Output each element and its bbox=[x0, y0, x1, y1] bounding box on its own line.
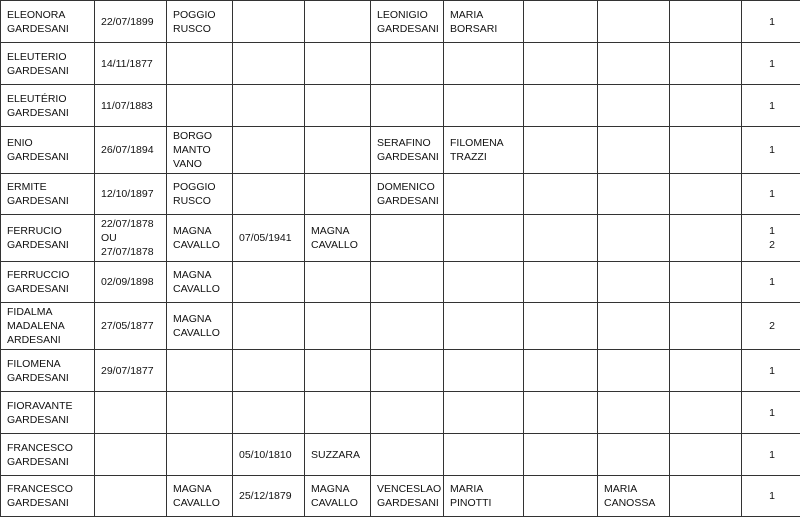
cell-count: 1 bbox=[742, 43, 800, 85]
cell-count: 1 bbox=[742, 262, 800, 303]
cell-death-date bbox=[233, 392, 305, 434]
cell-name: ELEUTÉRIO GARDESANI bbox=[1, 85, 95, 127]
cell-birth-date bbox=[95, 434, 167, 476]
cell-birth-place: MAGNA CAVALLO bbox=[167, 303, 233, 350]
cell-father bbox=[371, 303, 444, 350]
table-row bbox=[1, 1, 800, 43]
table-row bbox=[1, 215, 800, 262]
cell-mother bbox=[444, 434, 524, 476]
cell-col-8 bbox=[524, 303, 598, 350]
cell-name: ERMITE GARDESANI bbox=[1, 174, 95, 215]
cell-mother bbox=[444, 350, 524, 392]
cell-birth-date: 27/05/1877 bbox=[95, 303, 167, 350]
cell-birth-date: 29/07/1877 bbox=[95, 350, 167, 392]
cell-col-10 bbox=[670, 43, 742, 85]
cell-mother: MARIA BORSARI bbox=[444, 1, 524, 43]
cell-father: LEONIGIO GARDESANI bbox=[371, 1, 444, 43]
cell-col-8 bbox=[524, 476, 598, 517]
cell-mother bbox=[444, 303, 524, 350]
cell-father bbox=[371, 434, 444, 476]
cell-col-10 bbox=[670, 127, 742, 174]
cell-spouse bbox=[598, 262, 670, 303]
cell-birth-date bbox=[95, 476, 167, 517]
cell-father: DOMENICO GARDESANI bbox=[371, 174, 444, 215]
cell-birth-place bbox=[167, 434, 233, 476]
table-row bbox=[1, 85, 800, 127]
cell-father bbox=[371, 215, 444, 262]
cell-col-8 bbox=[524, 262, 598, 303]
cell-col-10 bbox=[670, 1, 742, 43]
cell-death-date bbox=[233, 85, 305, 127]
cell-birth-place: POGGIO RUSCO bbox=[167, 1, 233, 43]
table-row bbox=[1, 127, 800, 174]
cell-birth-date: 22/07/1878 OU 27/07/1878 bbox=[95, 215, 167, 262]
cell-death-date bbox=[233, 1, 305, 43]
cell-spouse bbox=[598, 392, 670, 434]
table-body bbox=[1, 1, 800, 517]
cell-birth-date: 12/10/1897 bbox=[95, 174, 167, 215]
cell-birth-place bbox=[167, 85, 233, 127]
cell-col-8 bbox=[524, 174, 598, 215]
cell-birth-place bbox=[167, 392, 233, 434]
cell-death-place bbox=[305, 350, 371, 392]
cell-spouse bbox=[598, 434, 670, 476]
cell-col-8 bbox=[524, 350, 598, 392]
cell-mother: FILOMENA TRAZZI bbox=[444, 127, 524, 174]
cell-spouse bbox=[598, 85, 670, 127]
cell-mother bbox=[444, 262, 524, 303]
cell-birth-place: BORGO MANTO VANO bbox=[167, 127, 233, 174]
table-row bbox=[1, 174, 800, 215]
cell-count: 1 bbox=[742, 350, 800, 392]
cell-death-date bbox=[233, 127, 305, 174]
cell-birth-date: 14/11/1877 bbox=[95, 43, 167, 85]
cell-name: FIORAVANTE GARDESANI bbox=[1, 392, 95, 434]
cell-spouse bbox=[598, 350, 670, 392]
cell-death-place bbox=[305, 174, 371, 215]
cell-father bbox=[371, 85, 444, 127]
cell-col-10 bbox=[670, 174, 742, 215]
cell-col-8 bbox=[524, 1, 598, 43]
cell-birth-place: POGGIO RUSCO bbox=[167, 174, 233, 215]
cell-spouse bbox=[598, 303, 670, 350]
cell-birth-place: MAGNA CAVALLO bbox=[167, 476, 233, 517]
cell-birth-place bbox=[167, 43, 233, 85]
cell-father: VENCESLAO GARDESANI bbox=[371, 476, 444, 517]
cell-death-place bbox=[305, 43, 371, 85]
cell-death-date bbox=[233, 43, 305, 85]
cell-death-date bbox=[233, 303, 305, 350]
cell-death-date bbox=[233, 262, 305, 303]
cell-death-place bbox=[305, 392, 371, 434]
cell-birth-place bbox=[167, 350, 233, 392]
cell-name: FRANCESCO GARDESANI bbox=[1, 434, 95, 476]
table-row bbox=[1, 392, 800, 434]
cell-spouse bbox=[598, 43, 670, 85]
cell-col-8 bbox=[524, 434, 598, 476]
cell-col-10 bbox=[670, 434, 742, 476]
cell-col-10 bbox=[670, 476, 742, 517]
cell-name: FIDALMA MADALENA ARDESANI bbox=[1, 303, 95, 350]
table-row bbox=[1, 476, 800, 517]
cell-mother bbox=[444, 43, 524, 85]
cell-father bbox=[371, 392, 444, 434]
cell-death-date bbox=[233, 174, 305, 215]
cell-birth-date: 26/07/1894 bbox=[95, 127, 167, 174]
table-row bbox=[1, 350, 800, 392]
cell-birth-date: 02/09/1898 bbox=[95, 262, 167, 303]
table-row bbox=[1, 43, 800, 85]
cell-birth-date: 22/07/1899 bbox=[95, 1, 167, 43]
cell-death-place bbox=[305, 303, 371, 350]
table-row bbox=[1, 434, 800, 476]
cell-death-date bbox=[233, 350, 305, 392]
cell-spouse bbox=[598, 174, 670, 215]
cell-birth-place: MAGNA CAVALLO bbox=[167, 215, 233, 262]
cell-spouse bbox=[598, 127, 670, 174]
cell-col-8 bbox=[524, 215, 598, 262]
cell-col-10 bbox=[670, 350, 742, 392]
cell-death-place: MAGNA CAVALLO bbox=[305, 476, 371, 517]
table-row bbox=[1, 262, 800, 303]
cell-death-date: 07/05/1941 bbox=[233, 215, 305, 262]
cell-birth-date bbox=[95, 392, 167, 434]
cell-name: ENIO GARDESANI bbox=[1, 127, 95, 174]
cell-col-8 bbox=[524, 43, 598, 85]
cell-count: 1 bbox=[742, 476, 800, 517]
cell-death-place: MAGNA CAVALLO bbox=[305, 215, 371, 262]
cell-count: 1 bbox=[742, 85, 800, 127]
cell-count: 1 2 bbox=[742, 215, 800, 262]
cell-death-date: 05/10/1810 bbox=[233, 434, 305, 476]
cell-col-10 bbox=[670, 303, 742, 350]
cell-father bbox=[371, 43, 444, 85]
cell-col-10 bbox=[670, 85, 742, 127]
cell-col-8 bbox=[524, 127, 598, 174]
cell-count: 1 bbox=[742, 434, 800, 476]
cell-death-place: SUZZARA bbox=[305, 434, 371, 476]
cell-mother bbox=[444, 174, 524, 215]
cell-mother bbox=[444, 392, 524, 434]
cell-col-8 bbox=[524, 85, 598, 127]
cell-name: ELEUTERIO GARDESANI bbox=[1, 43, 95, 85]
cell-count: 2 bbox=[742, 303, 800, 350]
cell-col-10 bbox=[670, 262, 742, 303]
cell-spouse bbox=[598, 215, 670, 262]
cell-death-place bbox=[305, 262, 371, 303]
cell-spouse: MARIA CANOSSA bbox=[598, 476, 670, 517]
cell-col-10 bbox=[670, 215, 742, 262]
cell-spouse bbox=[598, 1, 670, 43]
cell-col-10 bbox=[670, 392, 742, 434]
table-row bbox=[1, 303, 800, 350]
cell-mother bbox=[444, 85, 524, 127]
cell-mother: MARIA PINOTTI bbox=[444, 476, 524, 517]
cell-name: FILOMENA GARDESANI bbox=[1, 350, 95, 392]
cell-birth-date: 11/07/1883 bbox=[95, 85, 167, 127]
cell-count: 1 bbox=[742, 1, 800, 43]
cell-name: FERRUCIO GARDESANI bbox=[1, 215, 95, 262]
cell-mother bbox=[444, 215, 524, 262]
cell-name: ELEONORA GARDESANI bbox=[1, 1, 95, 43]
cell-count: 1 bbox=[742, 392, 800, 434]
cell-name: FRANCESCO GARDESANI bbox=[1, 476, 95, 517]
cell-death-place bbox=[305, 127, 371, 174]
cell-father: SERAFINO GARDESANI bbox=[371, 127, 444, 174]
cell-col-8 bbox=[524, 392, 598, 434]
cell-father bbox=[371, 350, 444, 392]
cell-name: FERRUCCIO GARDESANI bbox=[1, 262, 95, 303]
cell-count: 1 bbox=[742, 174, 800, 215]
cell-count: 1 bbox=[742, 127, 800, 174]
cell-father bbox=[371, 262, 444, 303]
cell-death-date: 25/12/1879 bbox=[233, 476, 305, 517]
cell-death-place bbox=[305, 1, 371, 43]
cell-birth-place: MAGNA CAVALLO bbox=[167, 262, 233, 303]
cell-death-place bbox=[305, 85, 371, 127]
